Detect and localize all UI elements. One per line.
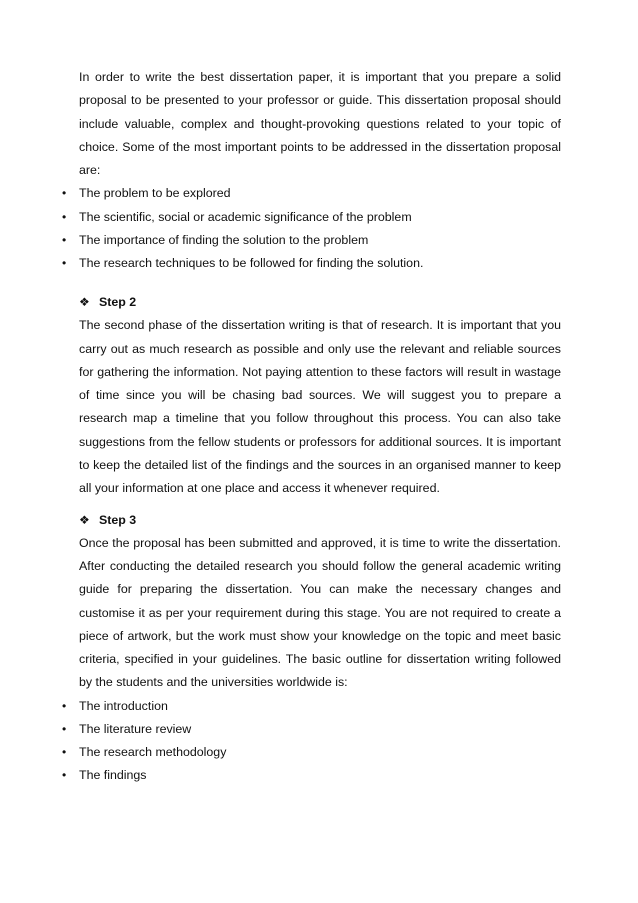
bullet-dot-icon: • (62, 768, 67, 783)
list-item-text: The introduction (79, 698, 168, 713)
outline-points-list (62, 695, 561, 788)
list-item-text: The research methodology (79, 745, 227, 760)
list-item (62, 252, 561, 275)
four-diamond-icon: ❖ (79, 512, 90, 527)
list-item (62, 741, 561, 764)
proposal-points-list (62, 182, 561, 275)
step-2-title: Step 2 (99, 295, 137, 310)
list-item (62, 764, 561, 787)
list-item (62, 229, 561, 252)
step-2-heading (79, 291, 561, 314)
list-item-text: The findings (79, 768, 147, 783)
bullet-dot-icon: • (62, 209, 67, 224)
bullet-dot-icon: • (62, 186, 67, 201)
list-item-text: The importance of finding the solution to the problem (79, 232, 369, 247)
bullet-dot-icon: • (62, 745, 67, 760)
intro-paragraph: In order to write the best dissertation paper, it is important that you prepare a solid proposal to be presented to your professor or guide. This dissertation proposal should include valuable, complex and thought-provoking questions related to your topic of choice. Some of the most important points to be addressed in the dissertation proposal are: (79, 70, 561, 178)
list-item (62, 718, 561, 741)
document-page (62, 66, 561, 788)
bullet-dot-icon: • (62, 232, 67, 247)
bullet-dot-icon: • (62, 256, 67, 271)
list-item-text: The research techniques to be followed for finding the solution. (79, 256, 424, 271)
step-3-title: Step 3 (99, 512, 137, 527)
bullet-dot-icon: • (62, 721, 67, 736)
list-item (62, 182, 561, 205)
step-3-paragraph: Once the proposal has been submitted and approved, it is time to write the dissertation. After conducting the detailed research you should follow the general academic writing guide for preparing the dissertation. You can make the necessary changes and customise it as per your requirement during this stage. You are not required to create a piece of artwork, but the work must show your knowledge on the topic and meet basic criteria, specified in your guidelines. The basic outline for dissertation writing followed by the students and the universities worldwide is: (79, 535, 561, 690)
list-item-text: The scientific, social or academic significance of the problem (79, 209, 412, 224)
list-item (62, 695, 561, 718)
list-item-text: The literature review (79, 721, 192, 736)
step-2-paragraph: The second phase of the dissertation writing is that of research. It is important that you carry out as much research as possible and only use the relevant and reliable sources for gathering the information. Not paying attention to these factors will result in wastage of time since you will be chasing bad sources. We will suggest you to prepare a research map a timeline that you follow throughout this process. You can also take suggestions from the fellow students or professors for additional sources. It is important to keep the detailed list of the findings and the sources in an organised manner to keep all your information at one place and access it whenever required. (79, 318, 561, 496)
step-3-heading (79, 509, 561, 532)
list-item-text: The problem to be explored (79, 186, 231, 201)
bullet-dot-icon: • (62, 698, 67, 713)
list-item (62, 206, 561, 229)
four-diamond-icon: ❖ (79, 295, 90, 310)
